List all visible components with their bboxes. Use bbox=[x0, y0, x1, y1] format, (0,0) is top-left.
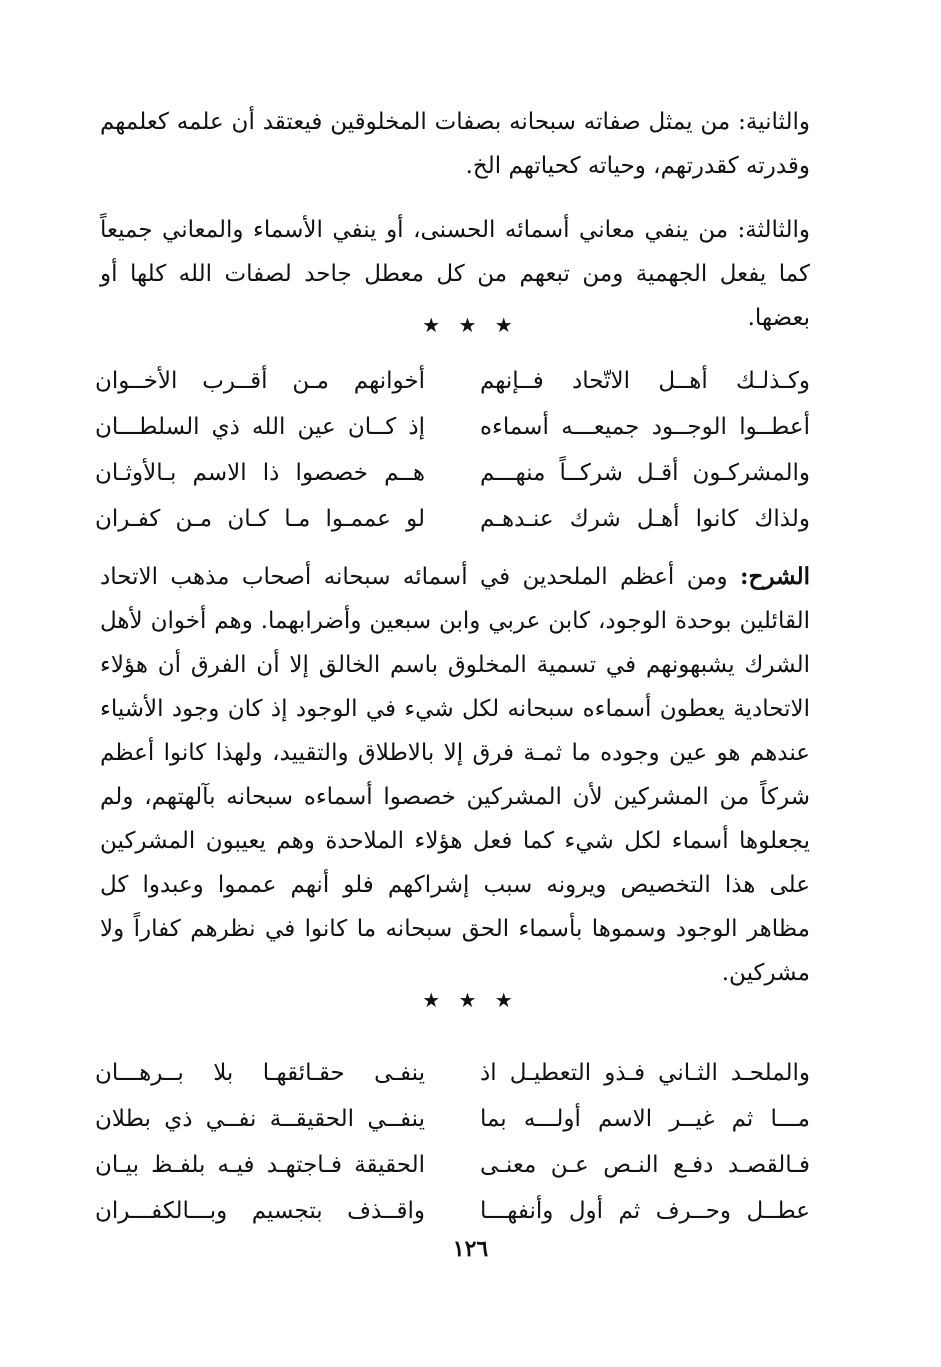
commentary-label: الشرح: bbox=[740, 563, 810, 590]
poem-verse bbox=[95, 358, 810, 404]
poem-verse bbox=[95, 1050, 810, 1096]
poem-verse bbox=[95, 496, 810, 542]
verse-first-hemistich: والمشركـون أقـل شركــاً منهـــم bbox=[480, 460, 810, 486]
verse-first-hemistich: ولذاك كانوا أهـل شرك عنـدهـم bbox=[480, 506, 810, 532]
poem-block-2 bbox=[95, 1050, 810, 1234]
verse-second-hemistich: إذ كــان عين الله ذي السلطـــان bbox=[95, 414, 425, 440]
verse-second-hemistich: الحقيقة فـاجتهـد فيـه بلفـظ بيـان bbox=[95, 1152, 425, 1178]
verse-second-hemistich: أخوانهم مـن أقــرب الأخــوان bbox=[95, 368, 425, 394]
section-separator: ★ ★ ★ bbox=[422, 988, 519, 1012]
verse-first-hemistich: مـــا ثم غيــر الاسم أولـــه بما bbox=[480, 1106, 810, 1132]
verse-second-hemistich: واقــذف بتجسيم وبـــالكفـــران bbox=[95, 1198, 425, 1224]
verse-first-hemistich: والملحـد الثـاني فـذو التعطيـل اذ bbox=[480, 1060, 810, 1086]
verse-first-hemistich: فـالقصـد دفـع النـص عـن معنـى bbox=[480, 1152, 810, 1178]
verse-first-hemistich: وكـذلـك أهــل الاتّحاد فــإنهم bbox=[480, 368, 810, 394]
paragraph-text: والثالثة: من ينفي معاني أسمائه الحسنى، أو ينفي الأسماء والمعاني جميعاً كما يفعل الجهمية ومن تبعهم من كل معطل جاحد لصفات الله كلها أو بعضها. bbox=[100, 217, 810, 331]
paragraph-text: والثانية: من يمثل صفاته سبحانه بصفات المخلوقين فيعتقد أن علمه كعلمهم وقدرته كقدرتهم، وحياته كحياتهم الخ. bbox=[100, 109, 810, 179]
verse-second-hemistich: ينفـى حقـائقهـا بلا بــرهـــان bbox=[95, 1060, 425, 1086]
paragraph-second-group bbox=[100, 100, 810, 188]
verse-second-hemistich: لو عممـوا مـا كـان مـن كفـران bbox=[95, 506, 425, 532]
poem-verse bbox=[95, 1188, 810, 1234]
poem-verse bbox=[95, 450, 810, 496]
verse-second-hemistich: هــم خصصوا ذا الاسم بـالأوثـان bbox=[95, 460, 425, 486]
page-number: ١٢٦ bbox=[452, 1236, 489, 1262]
poem-verse bbox=[95, 404, 810, 450]
poem-verse bbox=[95, 1096, 810, 1142]
poem-block-1 bbox=[95, 358, 810, 542]
verse-first-hemistich: عطــل وحــرف ثم أول وأنفهـــا bbox=[480, 1198, 810, 1224]
verse-second-hemistich: ينفــي الحقيقــة نفــي ذي بطلان bbox=[95, 1106, 425, 1132]
verse-first-hemistich: أعطــوا الوجــود جميعـــه أسماءه bbox=[480, 414, 810, 440]
commentary-text: ومن أعظم الملحدين في أسمائه سبحانه أصحاب مذهب الاتحاد القائلين بوحدة الوجود، كابن عربي وابن سبعين وأضرابهما. وهم أخوان لأهل الشرك يشبهونهم في تسمية المخلوق باسم الخالق إلا أن الفرق أن هؤلاء الاتحادية يعطون أسماءه سبحانه لكل شيء في الوجود إذ كان وجود الأشياء عندهم هو عين وجوده ما ثمـة فرق إلا بالاطلاق والتقييد، ولهذا كانوا أعظم شركاً من المشركين لأن المشركين خصصوا أسماءه سبحانه بآلهتهم، ولم يجعلوها أسماء لكل شيء كما فعل هؤلاء الملاحدة وهم يعيبون المشركين على هذا التخصيص ويرونه سبب إشراكهم فلو أنهم عمموا وعبدوا كل مظاهر الوجود وسموها بأسماء الحق سبحانه ما كانوا في نظرهم كفاراً ولا مشركين. bbox=[100, 564, 810, 986]
commentary-paragraph bbox=[100, 555, 810, 995]
section-separator: ★ ★ ★ bbox=[422, 313, 519, 337]
poem-verse bbox=[95, 1142, 810, 1188]
